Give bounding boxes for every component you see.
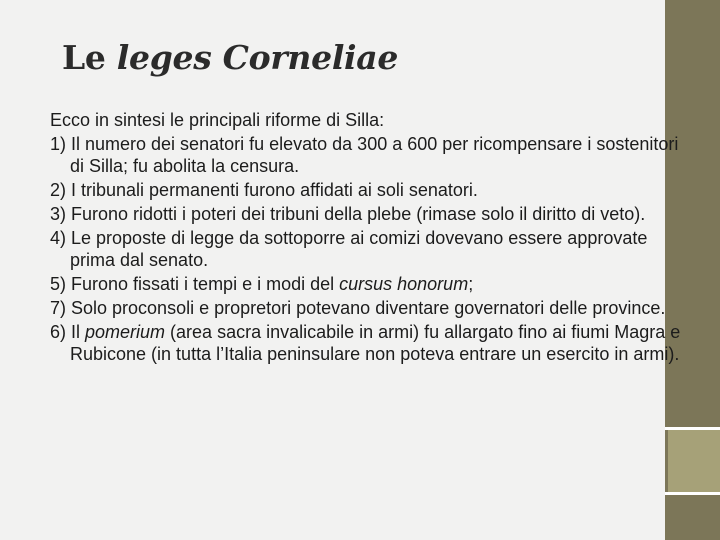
slide-title	[62, 38, 398, 77]
list-item: 1) Il numero dei senatori fu elevato da 300 a 600 per ricompensare i sostenitori di Silla; fu abolita la censura.	[50, 134, 679, 176]
title-italic: leges Corneliae	[116, 38, 399, 77]
title-prefix: Le	[62, 38, 117, 77]
list-item: 2) I tribunali permanenti furono affidati ai soli senatori.	[50, 180, 478, 200]
list-item: 4) Le proposte di legge da sottoporre ai comizi dovevano essere approvate prima dal senato.	[50, 228, 648, 270]
list-item-text: ;	[468, 274, 474, 294]
slide-body	[50, 109, 690, 367]
list-item-italic: pomerium	[85, 322, 166, 342]
sidebar-divider-bottom	[665, 492, 720, 495]
list-item-italic: cursus honorum	[339, 274, 469, 294]
list-item-text: 6) Il	[50, 322, 86, 342]
intro-text: Ecco in sintesi le principali riforme di Silla:	[50, 110, 385, 130]
list-item	[50, 321, 690, 365]
list-item-text: 5) Furono fissati i tempi e i modi del	[50, 274, 340, 294]
list-item-text: (area sacra invalicabile in armi) fu allargato fino ai fiumi Magra e Rubicone (in tutta l’Italia peninsulare non poteva entrare un esercito in armi).	[70, 322, 681, 364]
list-item: 3) Furono ridotti i poteri dei tribuni della plebe (rimase solo il diritto di veto).	[50, 204, 646, 224]
list-item	[50, 273, 690, 295]
sidebar-stripe-light	[668, 430, 720, 492]
list-item: 7) Solo proconsoli e propretori potevano diventare governatori delle province.	[50, 298, 666, 318]
